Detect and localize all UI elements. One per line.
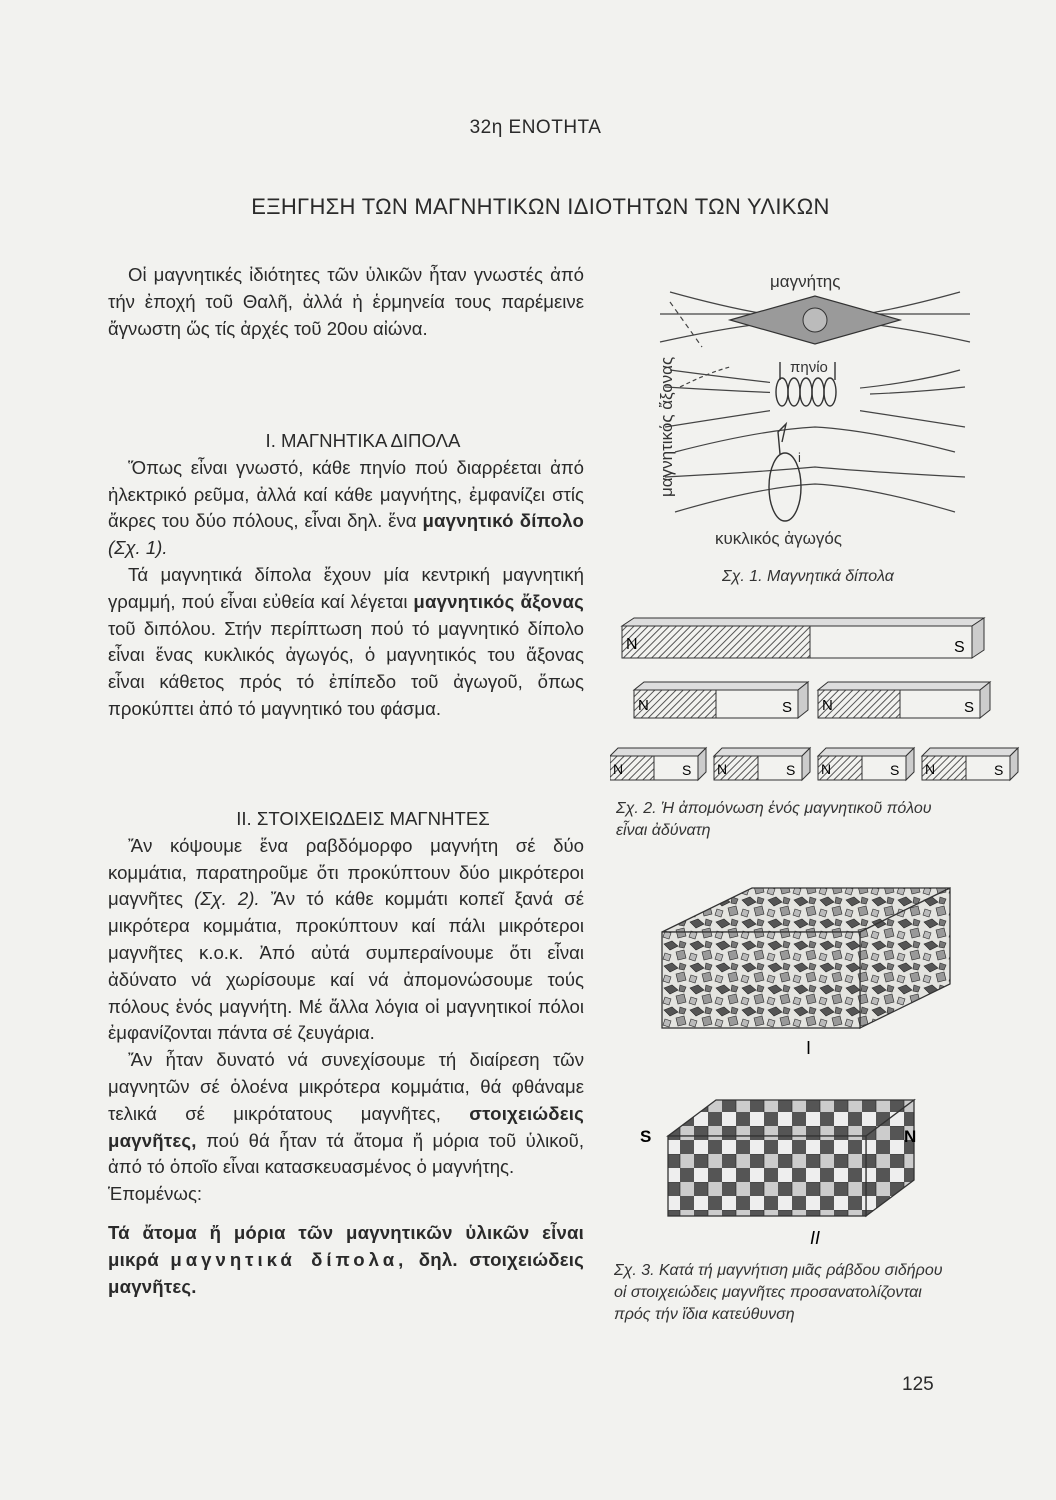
- pole-n: N: [925, 761, 936, 777]
- label-coil: πηνίο: [790, 359, 828, 376]
- label-I: I: [806, 1038, 812, 1058]
- figure-3-domains: [610, 874, 1030, 1274]
- section-1: [108, 428, 584, 723]
- figure-ref: (Σχ. 1).: [108, 537, 168, 559]
- page-number: 125: [902, 1374, 934, 1395]
- pole-s: S: [786, 762, 796, 778]
- bar-magnet-quarter-1: [610, 748, 706, 780]
- block-magnetized: [668, 1100, 917, 1216]
- section-2-heading: ΙΙ. ΣΤΟΙΧΕΙΩΔΕΙΣ ΜΑΓΝΗΤΕΣ: [236, 808, 490, 829]
- figure-2-bar-magnets: [610, 614, 1030, 789]
- bar-magnet-quarter-4: [922, 748, 1018, 780]
- label-circular-conductor: κυκλικός ἀγωγός: [715, 529, 842, 548]
- label-magnetic-axis: μαγνητικός ἄξονας: [657, 356, 676, 497]
- bar-magnet-half-left: [634, 682, 808, 718]
- pole-s: S: [954, 639, 965, 656]
- pole-n: N: [717, 761, 728, 777]
- circular-conductor: [769, 424, 801, 521]
- section-1-heading: Ι. ΜΑΓΝΗΤΙΚΑ ΔΙΠΟΛΑ: [265, 430, 461, 451]
- intro-paragraph: Οἱ μαγνητικές ἰδιότητες τῶν ὑλικῶν ἦταν γνωστές ἀπό τήν ἐποχή τοῦ Θαλῆ, ἀλλά ἡ ἑρμηνεία τους παρέμεινε ἄγνωστη ὥς τίς ἀρχές τοῦ 20ου αἰώνα.: [108, 264, 584, 339]
- block-unmagnetized: [662, 888, 950, 1028]
- pole-s: S: [964, 699, 975, 716]
- section-1-paragraph-1: Ὅπως εἶναι γνωστό, κάθε πηνίο πού διαρρέεται ἀπό ἠλεκτρικό ρεῦμα, ἀλλά καί κάθε μαγνήτης, ἐμφανίζει στίς ἄκρες του δύο πόλους, εἶναι δηλ. ἕνα μαγνητικό δίπολο (Σχ. 1).: [108, 456, 584, 559]
- label-current: i: [798, 450, 801, 465]
- pole-s: S: [782, 699, 793, 716]
- bar-magnet-full: [622, 618, 984, 658]
- pole-s: S: [994, 762, 1004, 778]
- figure-1-dipoles: [610, 262, 1030, 562]
- section-1-paragraph-2: Τά μαγνητικά δίπολα ἔχουν μία κεντρική μαγνητική γραμμή, πού εἶναι εὐθεία καί λέγεται μαγνητικός ἄξονας τοῦ διπόλου. Στήν περίπτωση πού τό μαγνητικό δίπολο εἶναι ἕνας κυκλικός ἀγωγός, ὁ μαγνητικός του ἄξονας εἶναι κάθετος πρός τό ἐπίπεδο τοῦ ἀγωγοῦ, ὅπως προκύπτει ἀπό τό μαγνητικό του φάσμα.: [108, 563, 584, 719]
- pole-s: S: [640, 1127, 652, 1146]
- section-2-paragraph-2: Ἄν ἦταν δυνατό νά συνεχίσουμε τή διαίρεση τῶν μαγνητῶν σέ ὁλοένα μικρότερα κομμάτια, θά φθάναμε τελικά σέ μικρότατους μαγνῆτες, στοιχειώδεις μαγνῆτες, πού θά ἦταν τά ἄτομα ἤ μόρια τοῦ ὑλικοῦ, ἀπό τό ὁποῖο εἶναι κατασκευασμένος ὁ μαγνήτης.: [108, 1049, 584, 1178]
- section-2: [108, 806, 584, 1300]
- page-title: ΕΞΗΓΗΣΗ ΤΩΝ ΜΑΓΝΗΤΙΚΩΝ ΙΔΙΟΤΗΤΩΝ ΤΩΝ ΥΛΙΚΩΝ: [251, 194, 830, 219]
- term-magnetic-dipole: μαγνητικό δίπολο: [422, 510, 584, 532]
- label-magnet: μαγνήτης: [770, 272, 841, 291]
- bar-magnet-quarter-2: [714, 748, 810, 780]
- figure-2-caption: Σχ. 2. Ἡ ἀπομόνωση ἑνός μαγνητικοῦ πόλου εἶναι ἀδύνατη: [616, 800, 932, 839]
- pole-n: N: [626, 636, 638, 653]
- section-number: 32η ΕΝΟΤΗΤΑ: [469, 117, 602, 138]
- figure-3-caption: Σχ. 3. Κατά τή μαγνήτιση μιᾶς ράβδου σιδήρου οἱ στοιχειώδεις μαγνῆτες προσανατολίζονται πρός τήν ἴδια κατεύθυνση: [614, 1262, 943, 1323]
- term-magnetic-axis: μαγνητικός ἄξονας: [413, 590, 584, 612]
- pole-n: N: [638, 697, 649, 714]
- pole-s: S: [890, 762, 900, 778]
- magnet-pivot: [803, 308, 827, 332]
- pole-n: N: [904, 1127, 917, 1146]
- figure-ref: (Σχ. 2).: [194, 888, 260, 910]
- term-elementary-magnets: στοιχειώδεις μαγνῆτες,: [108, 1102, 584, 1151]
- pole-n: N: [821, 761, 832, 777]
- pole-n: N: [613, 761, 624, 777]
- bar-magnet-quarter-3: [818, 748, 914, 780]
- section-2-paragraph-1: Ἄν κόψουμε ἕνα ραβδόμορφο μαγνήτη σέ δύο κομμάτια, παρατηροῦμε ὅτι προκύπτουν δύο μικρότεροι μαγνῆτες (Σχ. 2). Ἄν τό κάθε κομμάτι κοπεῖ ξανά σέ μικρότερα κομμάτια, προκύπτουν καί πάλι μικρότεροι μαγνῆτες κ.ο.κ. Ἀπό αὐτά συμπεραίνουμε ὅτι εἶναι ἀδύνατο νά χωρίσουμε καί νά ἀπομονώσουμε τούς πόλους ἑνός μαγνήτη. Μέ ἄλλα λόγια οἱ μαγνητικοί πόλοι ἐμφανίζονται πάντα σέ ζευγάρια.: [108, 834, 584, 1044]
- pole-n: N: [822, 697, 833, 714]
- figure-1-caption: Σχ. 1. Μαγνητικά δίπολα: [722, 568, 894, 585]
- bar-magnet-half-right: [818, 682, 990, 718]
- pole-s: S: [682, 762, 692, 778]
- conclusion-statement: Τά ἄτομα ἤ μόρια τῶν μαγνητικῶν ὑλικῶν εἶναι μικρά μαγνητικά δίπολα, δηλ. στοιχειώδεις μαγνῆτες.: [108, 1221, 584, 1297]
- label-II: II: [810, 1228, 821, 1248]
- section-2-paragraph-3: Ἑπομένως:: [108, 1183, 203, 1205]
